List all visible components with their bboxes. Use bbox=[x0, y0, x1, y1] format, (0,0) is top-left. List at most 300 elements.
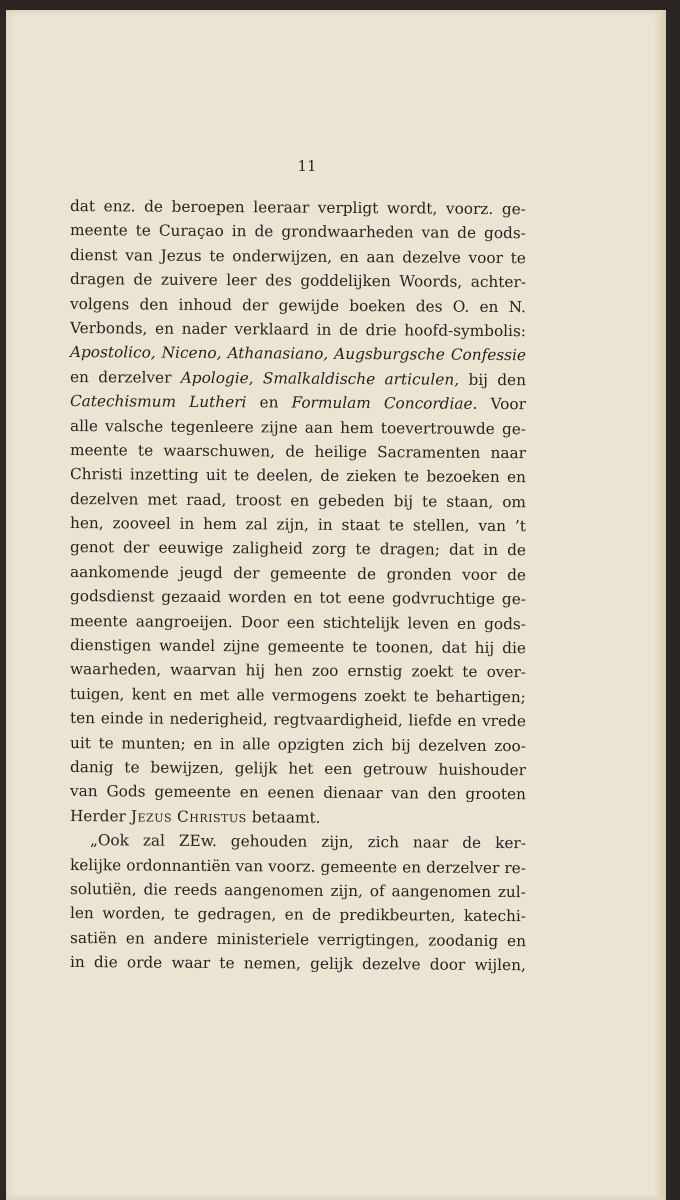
word: die bbox=[143, 880, 168, 899]
word: ministeriele bbox=[216, 929, 310, 949]
word: stellen, bbox=[412, 516, 470, 535]
word: van bbox=[125, 246, 154, 265]
word: beroepen bbox=[171, 197, 245, 217]
page-number: 11 bbox=[297, 157, 317, 175]
word: stichtelijk bbox=[322, 613, 400, 632]
text-line bbox=[70, 877, 526, 905]
word: gedragen, bbox=[197, 905, 277, 924]
word: raad, bbox=[186, 490, 227, 509]
word: dragen; bbox=[379, 540, 440, 560]
text-line bbox=[70, 340, 526, 368]
word: Apologie, bbox=[180, 368, 254, 388]
word: zaligheid bbox=[232, 539, 303, 559]
word: inhoud bbox=[178, 295, 233, 314]
text-line bbox=[70, 853, 526, 881]
word: ten bbox=[69, 709, 96, 728]
word: O. bbox=[452, 297, 470, 316]
word: bij bbox=[391, 735, 411, 754]
word: zieken bbox=[346, 467, 397, 486]
word: toonen, bbox=[375, 638, 434, 657]
word: der bbox=[233, 563, 260, 583]
word: Gods bbox=[106, 782, 146, 801]
word: gemeente bbox=[154, 782, 231, 802]
word: len bbox=[69, 904, 94, 923]
word: inzetting bbox=[129, 465, 199, 485]
word: vrede bbox=[481, 712, 526, 731]
word: staan, bbox=[446, 492, 494, 511]
word: gelijk bbox=[310, 954, 353, 974]
word: Woords, bbox=[399, 272, 463, 291]
text-line bbox=[70, 901, 526, 929]
word: die bbox=[93, 953, 118, 972]
word: staat bbox=[341, 515, 380, 535]
word: bezoeken bbox=[426, 467, 500, 487]
word: zal bbox=[245, 515, 268, 534]
word: aankomende bbox=[69, 562, 169, 582]
word: alle bbox=[242, 734, 271, 753]
word: eene bbox=[347, 589, 386, 608]
word: te bbox=[173, 905, 190, 924]
word: Niceno, bbox=[161, 343, 222, 363]
text-line bbox=[70, 462, 526, 490]
word: Confessie bbox=[450, 346, 527, 365]
word: zoo- bbox=[494, 736, 526, 755]
word: meente bbox=[69, 221, 128, 240]
word: om bbox=[502, 492, 527, 511]
word: leven bbox=[407, 613, 450, 633]
word: zich bbox=[367, 833, 400, 852]
word: hem bbox=[340, 418, 374, 437]
word: zich bbox=[352, 735, 384, 754]
word: bij bbox=[393, 491, 414, 511]
word: gods- bbox=[484, 224, 526, 243]
word: door bbox=[429, 955, 466, 974]
word: en bbox=[339, 247, 359, 266]
word: en bbox=[193, 734, 213, 753]
word: eenen bbox=[267, 783, 315, 803]
word: van bbox=[69, 782, 98, 801]
word: worden, bbox=[102, 904, 166, 923]
word: reeds bbox=[174, 880, 218, 899]
word: van bbox=[478, 516, 507, 536]
word: gemeente bbox=[320, 857, 398, 876]
text-line bbox=[70, 779, 526, 807]
word: Sacramenten bbox=[377, 443, 481, 462]
word: ZEw. bbox=[178, 831, 217, 851]
word: alle bbox=[69, 416, 99, 435]
word: toevertrouwde bbox=[380, 418, 495, 438]
word: de bbox=[507, 565, 527, 585]
word: van bbox=[235, 856, 264, 875]
word: voorz. bbox=[268, 856, 316, 876]
word: in bbox=[179, 514, 195, 533]
word: te bbox=[137, 441, 154, 460]
word: en bbox=[69, 367, 89, 386]
word: de bbox=[457, 224, 477, 243]
word: articulen, bbox=[384, 369, 460, 389]
word: en bbox=[479, 297, 499, 316]
word: Formulam bbox=[291, 393, 371, 413]
word: dienaar bbox=[323, 784, 383, 803]
word: zijn, bbox=[321, 832, 354, 852]
word: zoo bbox=[311, 662, 339, 681]
text-line bbox=[70, 706, 526, 734]
word: verrigtingen, bbox=[317, 930, 420, 950]
word: de bbox=[285, 442, 305, 461]
word: voorz. bbox=[445, 199, 494, 218]
text-line bbox=[70, 487, 526, 515]
word: te bbox=[209, 246, 225, 265]
word: met bbox=[147, 490, 178, 509]
word: des bbox=[265, 271, 292, 290]
text-line bbox=[70, 609, 526, 637]
word: voor bbox=[468, 248, 504, 267]
word: vermogens bbox=[271, 686, 358, 705]
word: hij bbox=[245, 661, 266, 680]
text-line bbox=[70, 218, 526, 246]
word: zul- bbox=[497, 882, 526, 902]
word: van bbox=[421, 223, 450, 243]
word: en bbox=[402, 857, 422, 876]
word: gemeente bbox=[267, 637, 345, 656]
word: en bbox=[284, 905, 304, 924]
word: te bbox=[422, 492, 438, 511]
word: te bbox=[388, 516, 405, 535]
word: waarheden, bbox=[69, 660, 162, 680]
word: Smalkaldische bbox=[262, 369, 376, 388]
word: aan bbox=[366, 247, 395, 267]
word: en bbox=[173, 685, 193, 704]
word: waarschuwen, bbox=[163, 441, 276, 461]
word: liefde bbox=[408, 711, 452, 730]
word: en bbox=[507, 931, 527, 950]
word: dat bbox=[448, 541, 475, 560]
word: verpligt bbox=[317, 198, 379, 218]
word: dezelve bbox=[361, 955, 421, 974]
body-text bbox=[70, 194, 526, 975]
word: godvruchtige bbox=[391, 589, 495, 609]
text-line bbox=[70, 316, 526, 344]
word: der bbox=[242, 295, 269, 314]
page-edge bbox=[658, 10, 666, 1200]
word: bij bbox=[468, 370, 488, 389]
word: aangenomen bbox=[391, 882, 492, 901]
word: te bbox=[352, 638, 368, 657]
word: nemen, bbox=[243, 954, 301, 973]
word: godsdienst bbox=[69, 587, 155, 606]
word: zijne bbox=[260, 417, 298, 437]
word: ge- bbox=[501, 419, 527, 438]
word: de bbox=[357, 564, 377, 583]
word: gewijde bbox=[278, 296, 340, 315]
word: Lutheri bbox=[189, 392, 247, 412]
word: te bbox=[462, 663, 478, 682]
word: orde bbox=[126, 953, 163, 972]
word: predikbeurten, bbox=[339, 906, 456, 926]
word: leeraar bbox=[253, 198, 310, 217]
word: Athanasiano, bbox=[227, 344, 329, 364]
word: en bbox=[125, 929, 145, 948]
text-line bbox=[70, 243, 526, 271]
word: gehouden bbox=[230, 832, 308, 851]
word: Herder bbox=[69, 806, 126, 826]
word: Christus bbox=[177, 807, 247, 826]
word: solutiën, bbox=[69, 879, 137, 899]
word: hem bbox=[203, 515, 237, 534]
word: satiën bbox=[69, 928, 117, 948]
word: gods- bbox=[484, 614, 526, 633]
word: gronden bbox=[386, 565, 452, 584]
word: onderwijzen, bbox=[232, 246, 333, 266]
text-line bbox=[70, 584, 526, 612]
text-line bbox=[70, 828, 526, 856]
word: in bbox=[317, 515, 333, 534]
word: uit bbox=[205, 466, 227, 485]
word: goddelijken bbox=[300, 271, 391, 291]
word: zoekt bbox=[364, 686, 407, 706]
text-line bbox=[70, 560, 526, 588]
word: de bbox=[144, 197, 164, 216]
word: uit bbox=[69, 733, 91, 752]
word: den bbox=[427, 784, 457, 804]
word: hen, bbox=[69, 514, 104, 533]
text-line bbox=[70, 365, 526, 393]
word: zijn, bbox=[330, 881, 363, 900]
word: zoodanig bbox=[428, 931, 499, 950]
word: de bbox=[462, 833, 482, 853]
word: waar bbox=[171, 953, 211, 973]
text-line bbox=[70, 633, 526, 661]
word: der bbox=[123, 538, 150, 558]
word: wordt, bbox=[386, 199, 438, 218]
word: katechi- bbox=[463, 907, 527, 926]
word: grooten bbox=[465, 785, 526, 804]
word: Door bbox=[240, 612, 279, 632]
text-line bbox=[70, 535, 526, 563]
word: ge- bbox=[501, 590, 527, 609]
word: derzelver bbox=[426, 858, 500, 877]
word: aangroeijen. bbox=[135, 612, 233, 631]
word: Concordiae. bbox=[383, 394, 478, 413]
word: dezelven bbox=[418, 736, 487, 755]
word: re- bbox=[504, 858, 526, 877]
word: den bbox=[497, 370, 527, 389]
word: volgens bbox=[69, 294, 130, 313]
word: enz. bbox=[103, 197, 136, 216]
text-line bbox=[70, 267, 526, 295]
word: de bbox=[507, 541, 527, 560]
word: N. bbox=[508, 297, 526, 316]
word: ker- bbox=[495, 834, 526, 853]
word: grondwaarheden bbox=[281, 222, 414, 242]
word: de bbox=[133, 270, 153, 289]
word: in bbox=[219, 734, 235, 753]
word: dezelve bbox=[402, 248, 461, 267]
text-line bbox=[70, 731, 526, 759]
word: de bbox=[254, 222, 274, 241]
word: deelen, bbox=[256, 466, 314, 485]
word: zal bbox=[142, 831, 166, 850]
word: alle bbox=[236, 685, 265, 705]
word: het bbox=[288, 759, 314, 778]
word: in bbox=[483, 541, 499, 560]
word: gelijk bbox=[234, 759, 278, 778]
word: te bbox=[413, 687, 429, 706]
word: jeugd bbox=[179, 563, 223, 582]
word: te bbox=[233, 466, 250, 485]
word: Augsburgsche bbox=[334, 345, 445, 364]
word: dat bbox=[441, 638, 467, 657]
word: aangenomen bbox=[224, 881, 324, 900]
word: Christi bbox=[69, 465, 123, 484]
text-line bbox=[70, 657, 526, 685]
word: danig bbox=[69, 757, 114, 777]
word: wandel bbox=[159, 636, 216, 656]
word: de bbox=[338, 320, 358, 339]
word: Jezus bbox=[160, 246, 202, 265]
word: Curaçao bbox=[158, 222, 224, 241]
word: betaamt. bbox=[251, 808, 321, 827]
word: kent bbox=[131, 685, 167, 704]
word: tot bbox=[319, 588, 341, 608]
text-line bbox=[70, 414, 526, 442]
word: te bbox=[403, 467, 420, 486]
word: des bbox=[415, 296, 443, 316]
word: zooveel bbox=[112, 514, 171, 533]
word: hij bbox=[474, 638, 495, 657]
word: den bbox=[139, 295, 169, 314]
word: valsche bbox=[105, 416, 164, 436]
word: boeken bbox=[349, 296, 406, 315]
word: zorg bbox=[311, 540, 347, 559]
word: opzigten bbox=[277, 735, 345, 754]
word: behartigen; bbox=[435, 687, 526, 706]
word: en bbox=[239, 783, 259, 802]
word: Verbonds, bbox=[69, 318, 148, 338]
word: tuigen, bbox=[69, 684, 125, 704]
word: zoekt bbox=[411, 662, 454, 682]
word: einde bbox=[100, 709, 144, 728]
word: dragen bbox=[69, 270, 125, 289]
word: te bbox=[124, 758, 140, 777]
text-line bbox=[70, 194, 526, 222]
text-line bbox=[70, 682, 526, 710]
word: huishouder bbox=[438, 760, 527, 780]
word: zijne bbox=[222, 637, 260, 656]
word: te bbox=[219, 954, 235, 973]
word: dat bbox=[69, 197, 96, 216]
word: die bbox=[502, 639, 527, 658]
word: in bbox=[316, 320, 332, 339]
word: in bbox=[69, 953, 85, 972]
word: waarvan bbox=[170, 661, 237, 680]
word: in bbox=[231, 222, 247, 241]
word: hoofd-symbolis: bbox=[404, 321, 527, 341]
word: te bbox=[355, 540, 371, 559]
word: eeuwige bbox=[158, 539, 224, 558]
word: drie bbox=[365, 321, 397, 340]
word: troost bbox=[235, 490, 282, 510]
word: dienst bbox=[69, 245, 118, 265]
word: heilige bbox=[314, 442, 367, 461]
word: bewijzen, bbox=[150, 758, 224, 778]
word: ernstig bbox=[347, 662, 403, 681]
word: dienstigen bbox=[69, 636, 152, 655]
word: te bbox=[98, 733, 114, 752]
word: en bbox=[290, 491, 310, 510]
word: ge- bbox=[501, 200, 526, 219]
word: derzelver bbox=[98, 367, 172, 387]
word: Jezus bbox=[130, 807, 173, 826]
word: en bbox=[506, 468, 526, 487]
word: te bbox=[135, 221, 151, 240]
word: munten; bbox=[121, 733, 186, 753]
word: nederigheid, bbox=[169, 709, 268, 729]
word: dezelven bbox=[69, 489, 139, 509]
word: een bbox=[286, 613, 315, 632]
word: ’t bbox=[514, 517, 527, 536]
word: verklaard bbox=[234, 320, 310, 339]
text-line bbox=[70, 804, 526, 832]
word: meente bbox=[69, 440, 128, 460]
text-line bbox=[70, 926, 526, 954]
word: in bbox=[148, 709, 164, 728]
word: getrouw bbox=[363, 760, 428, 779]
word: de bbox=[312, 906, 331, 925]
word: voor bbox=[462, 565, 497, 584]
word: leer bbox=[226, 271, 257, 290]
word: worden bbox=[228, 588, 287, 607]
word: van bbox=[391, 784, 419, 803]
text-line bbox=[70, 950, 526, 978]
word: aan bbox=[304, 418, 333, 437]
word: hen bbox=[274, 661, 303, 681]
text-line bbox=[70, 438, 526, 466]
word: over- bbox=[486, 663, 527, 682]
word: „Ook bbox=[89, 831, 130, 850]
word: en bbox=[457, 614, 477, 633]
word: te bbox=[510, 248, 526, 267]
text-line bbox=[70, 755, 526, 783]
text-line bbox=[70, 389, 526, 417]
word: andere bbox=[153, 929, 208, 948]
word: kelijke bbox=[69, 855, 122, 874]
word: en bbox=[259, 393, 279, 412]
word: de bbox=[320, 467, 340, 486]
word: nader bbox=[181, 319, 227, 339]
word: zijn, bbox=[276, 515, 310, 534]
word: naar bbox=[412, 833, 449, 852]
word: regtvaardigheid, bbox=[273, 710, 403, 730]
word: gebeden bbox=[318, 491, 385, 510]
text-line bbox=[70, 292, 526, 320]
word: zuivere bbox=[160, 270, 218, 290]
word: meente bbox=[69, 611, 128, 631]
word: Apostolico, bbox=[69, 343, 156, 362]
word: een bbox=[324, 759, 353, 778]
word: ordonnantiën bbox=[126, 855, 231, 875]
word: Voor bbox=[490, 395, 526, 414]
word: gemeente bbox=[269, 564, 347, 583]
word: met bbox=[199, 685, 230, 704]
word: naar bbox=[490, 443, 527, 463]
word: en bbox=[457, 711, 477, 731]
word: genot bbox=[69, 538, 115, 557]
word: en bbox=[154, 319, 175, 338]
word: Catechismum bbox=[69, 392, 177, 411]
word: tegenleere bbox=[170, 417, 254, 436]
word: wijlen, bbox=[474, 955, 526, 975]
